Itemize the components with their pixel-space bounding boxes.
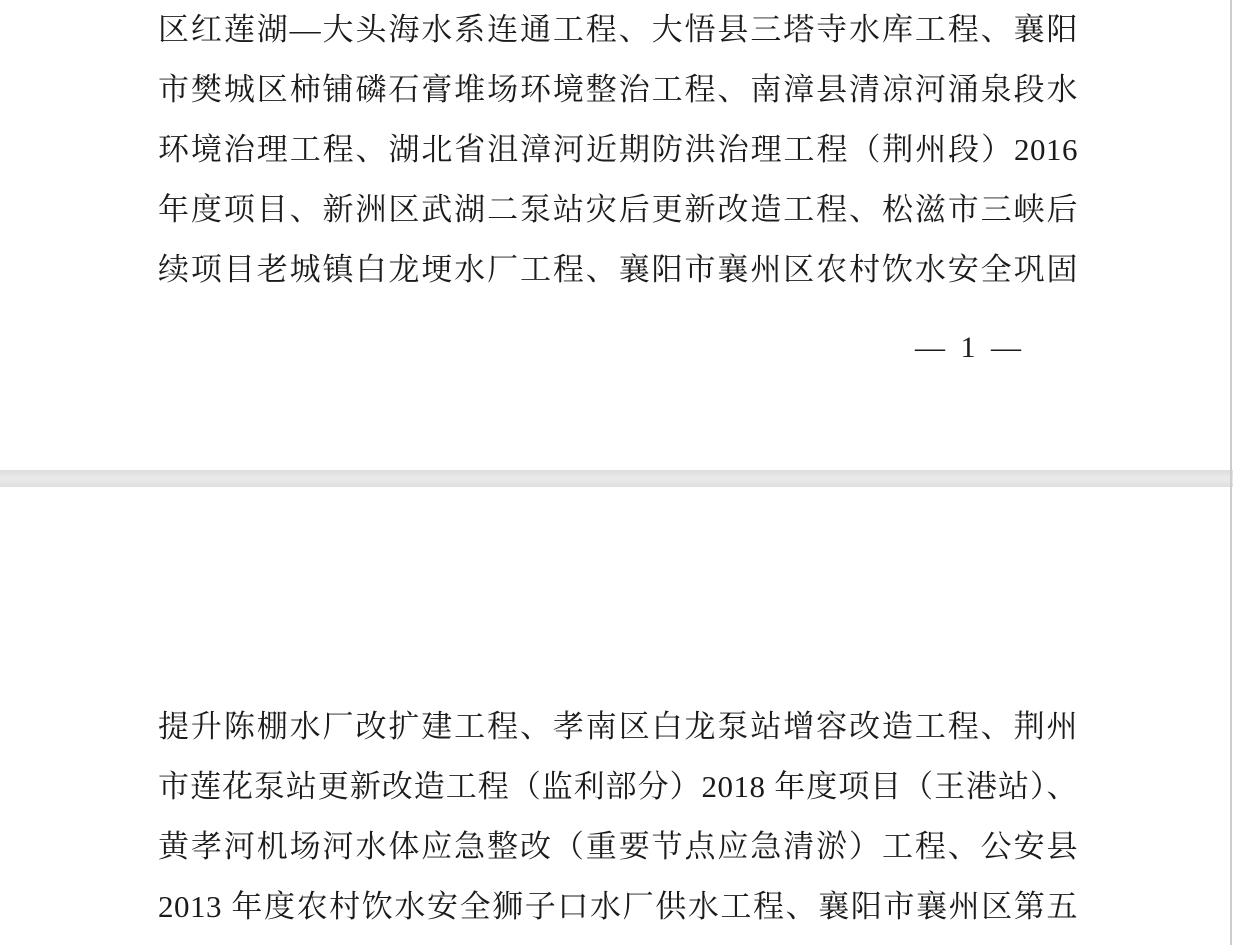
page-gap-separator (0, 470, 1233, 487)
page-number: — 1 — (915, 331, 1025, 364)
body-text-line: 续项目老城镇白龙埂水厂工程、襄阳市襄州区农村饮水安全巩固 (158, 252, 1078, 287)
viewer-right-edge-line (1230, 0, 1232, 945)
page-1-body-text (158, 0, 1078, 300)
body-text-line: 市莲花泵站更新改造工程（监利部分）2018 年度项目（王港站）、 (158, 769, 1078, 804)
body-text-line: 年度项目、新洲区武湖二泵站灾后更新改造工程、松滋市三峡后 (158, 192, 1078, 227)
body-text-line: 市樊城区柿铺磷石膏堆场环境整治工程、南漳县清凉河涌泉段水 (158, 72, 1078, 107)
body-text-line: 黄孝河机场河水体应急整改（重要节点应急清淤）工程、公安县 (158, 829, 1078, 864)
body-text-line: 环境治理工程、湖北省沮漳河近期防洪治理工程（荆州段）2016 (158, 132, 1078, 167)
document-page-2 (0, 487, 1231, 945)
page-2-body-text (158, 697, 1078, 937)
body-text-line: 提升陈棚水厂改扩建工程、孝南区白龙泵站增容改造工程、荆州 (158, 709, 1078, 744)
document-page-1 (0, 0, 1231, 470)
body-text-line: 区红莲湖—大头海水系连通工程、大悟县三塔寺水库工程、襄阳 (158, 12, 1078, 47)
body-text-line: 2013 年度农村饮水安全狮子口水厂供水工程、襄阳市襄州区第五 (158, 889, 1078, 924)
